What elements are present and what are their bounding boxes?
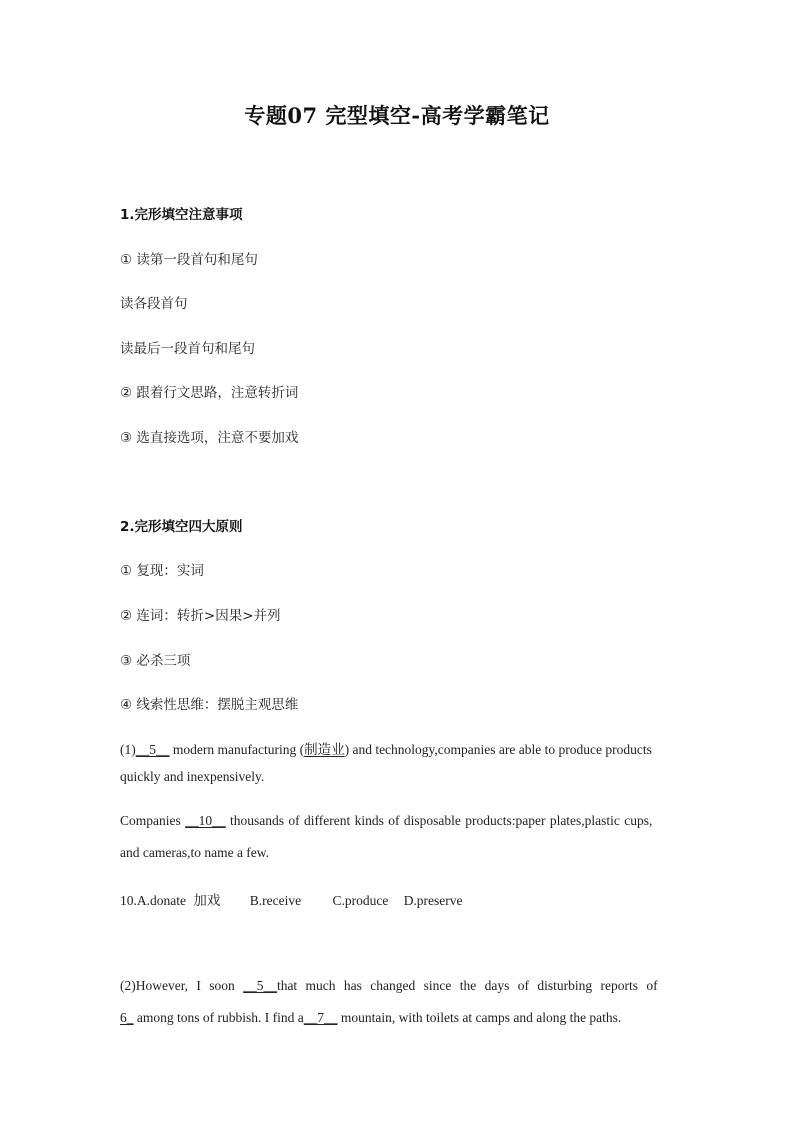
example-text: thousands of different kinds of disposable products:paper plates,plastic cups, bbox=[225, 813, 653, 828]
option-d: D.preserve bbox=[403, 893, 463, 908]
option-b: B.receive bbox=[249, 893, 302, 908]
section2-item: ④ 线索性思维：摆脱主观思维 bbox=[120, 697, 299, 713]
page-title: 专题07 完型填空-高考学霸笔记 bbox=[244, 103, 550, 128]
section1-item: ③ 选直接选项，注意不要加戏 bbox=[120, 430, 299, 446]
answer-blank: 6_ bbox=[120, 1010, 134, 1025]
section2-item: ① 复现：实词 bbox=[120, 563, 204, 579]
example-label: (1) bbox=[120, 742, 136, 757]
answer-blank: __7__ bbox=[303, 1010, 338, 1025]
example-text: ) and technology,companies are able to produce products bbox=[344, 742, 652, 757]
section1-item: 读最后一段首句和尾句 bbox=[120, 341, 255, 357]
example2-line1 bbox=[120, 978, 675, 994]
answer-blank: __5__ bbox=[135, 742, 170, 757]
chinese-gloss: 制造业 bbox=[304, 742, 345, 758]
example2-line2 bbox=[120, 1010, 621, 1026]
section2-item: ② 连词：转折>因果>并列 bbox=[120, 608, 281, 624]
option-c: C.produce bbox=[332, 893, 389, 908]
example1-line2: quickly and inexpensively. bbox=[120, 769, 265, 784]
example1-line4: and cameras,to name a few. bbox=[120, 845, 270, 860]
section2-item: ③ 必杀三项 bbox=[120, 653, 191, 669]
example-text: mountain, with toilets at camps and along the paths. bbox=[337, 1010, 622, 1025]
section1-item: ① 读第一段首句和尾句 bbox=[120, 252, 258, 268]
option-a: 10.A.donate bbox=[120, 893, 186, 908]
section1-heading: 1.完形填空注意事项 bbox=[120, 207, 243, 223]
answer-blank: __5__ bbox=[243, 978, 277, 993]
example-text: (2)However, I soon bbox=[120, 978, 244, 993]
example-text: among tons of rubbish. I find a bbox=[133, 1010, 304, 1025]
answer-blank: __10__ bbox=[185, 813, 226, 828]
example-text: Companies bbox=[120, 813, 186, 828]
example1-line1 bbox=[120, 738, 675, 758]
example1-line3 bbox=[120, 813, 675, 829]
section1-item: 读各段首句 bbox=[120, 296, 188, 312]
option-a-note: 加戏 bbox=[193, 893, 221, 909]
example1-options bbox=[120, 889, 463, 909]
section2-heading: 2.完形填空四大原则 bbox=[120, 519, 243, 535]
example-text: that much has changed since the days of disturbing reports of bbox=[276, 978, 658, 993]
example-text: modern manufacturing ( bbox=[169, 742, 305, 757]
section1-item: ② 跟着行文思路，注意转折词 bbox=[120, 385, 299, 401]
